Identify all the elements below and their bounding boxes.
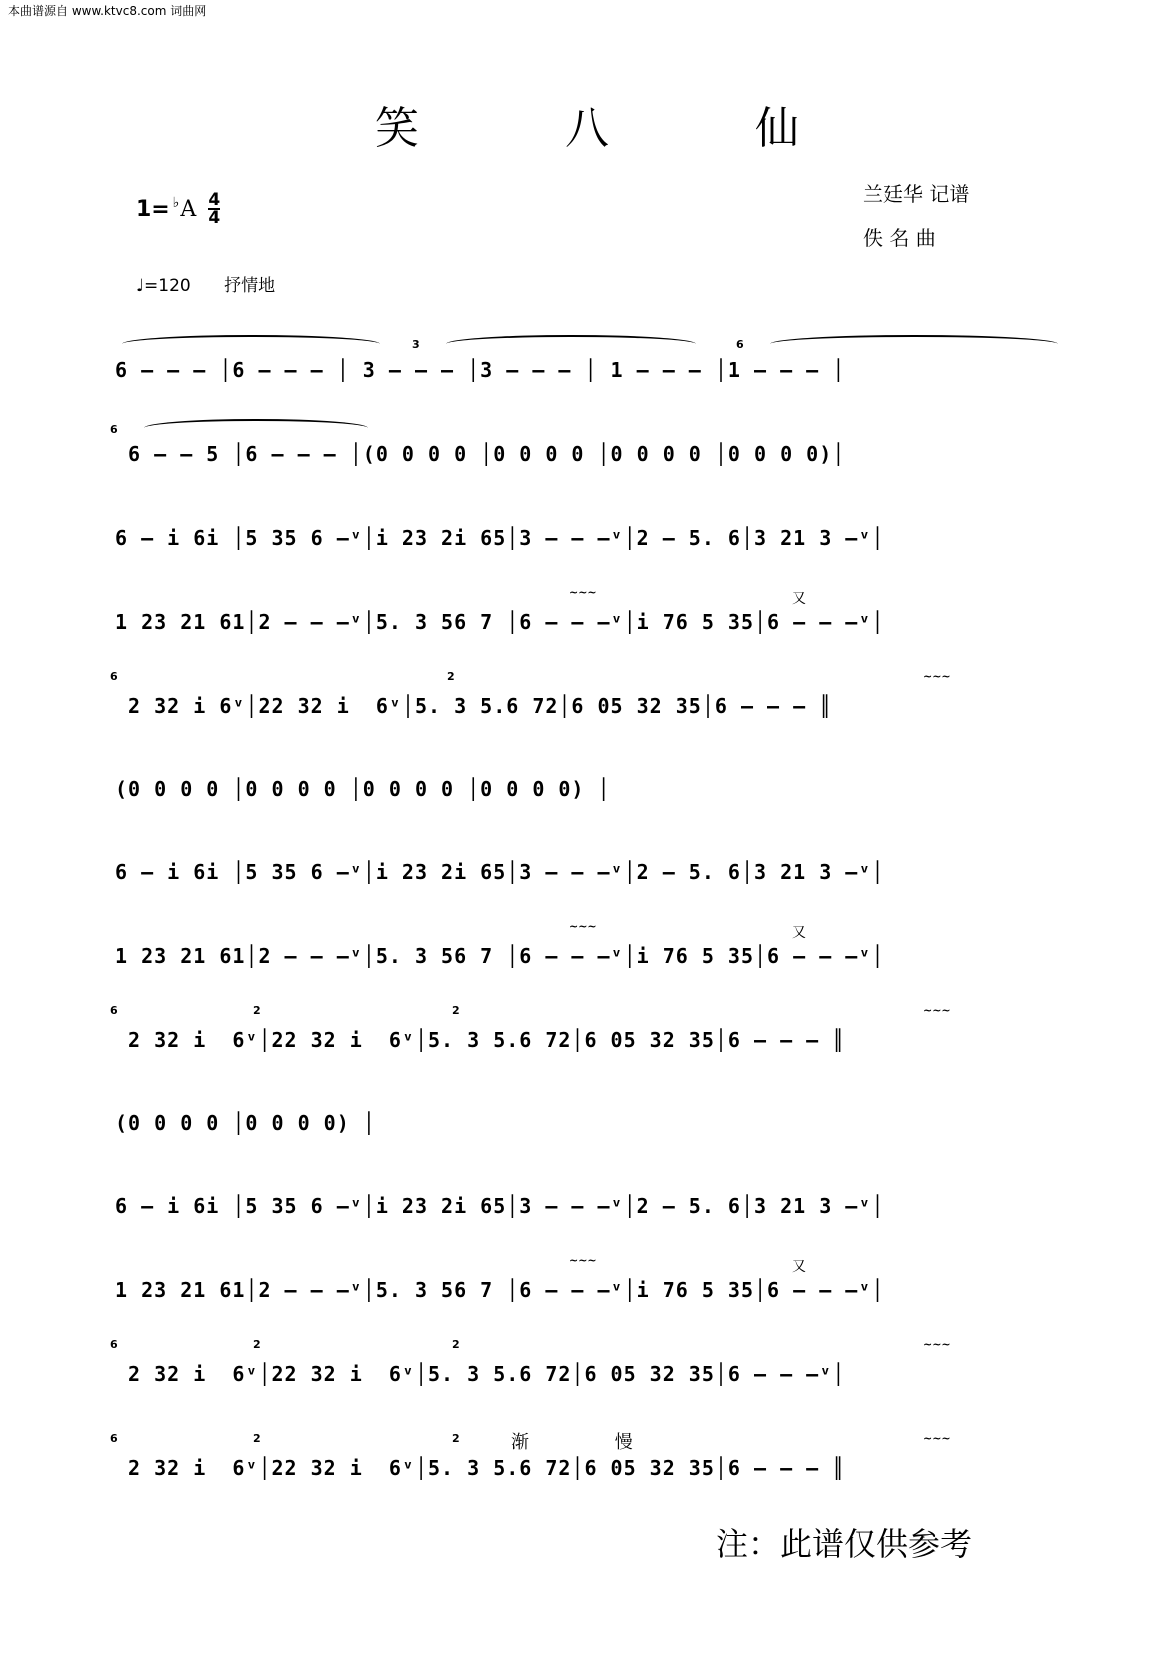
trill-mark: ~~~ (923, 670, 951, 683)
metronome-mark: ♩=120 (136, 276, 191, 296)
grace-note-6: 6 (110, 1432, 118, 1445)
grace-note-2: 2 (452, 1432, 460, 1445)
composer-credit: 佚 名 曲 (863, 226, 936, 250)
score-line-8: 1 23 21 61│2 – – –ᵛ│5. 3 56 7 │6 – – –ᵛ│i 76 5 35│6 – – –ᵛ│ (115, 944, 885, 968)
expression-mark: 抒情地 (224, 276, 276, 296)
key-one: 1= (136, 196, 170, 222)
grace-note-6: 6 (110, 670, 118, 683)
score-line-7: 6 – i 6i │5 35 6 –ᵛ│i 23 2i 65│3 – – –ᵛ│2 – 5. 6│3 21 3 –ᵛ│ (115, 860, 885, 884)
grace-note-2: 2 (447, 670, 455, 683)
time-signature (208, 192, 220, 226)
score-line-2: 6 – – 5 │6 – – – │(0 0 0 0 │0 0 0 0 │0 0 0 0 │0 0 0 0)│ (115, 442, 846, 466)
cross-mark: 又 (792, 925, 806, 941)
trill-mark: ~~~ (923, 1338, 951, 1351)
grace-note-2: 2 (452, 1004, 460, 1017)
grace-note-2: 2 (452, 1338, 460, 1351)
grace-note-2: 2 (253, 1004, 261, 1017)
arranger-credit: 兰廷华 记谱 (863, 182, 970, 206)
credits (863, 172, 969, 260)
score-line-9: 2 32 i 6ᵛ│22 32 i 6ᵛ│5. 3 5.6 72│6 05 32 35│6 – – – ║ (115, 1028, 846, 1052)
score-line-5: 2 32 i 6ᵛ│22 32 i 6ᵛ│5. 3 5.6 72│6 05 32 35│6 – – – ║ (115, 694, 833, 718)
tempo-change-mark: 渐 慢 (511, 1432, 673, 1453)
grace-note-2: 2 (253, 1432, 261, 1445)
score-line-6: (0 0 0 0 │0 0 0 0 │0 0 0 0 │0 0 0 0) │ (115, 777, 611, 801)
trill-mark: ~~~ (569, 920, 597, 933)
source-line: 本曲谱源自 www.ktvc8.com 词曲网 (8, 4, 207, 18)
score-line-12: 1 23 21 61│2 – – –ᵛ│5. 3 56 7 │6 – – –ᵛ│i 76 5 35│6 – – –ᵛ│ (115, 1278, 885, 1302)
grace-note-2: 2 (253, 1338, 261, 1351)
trill-mark: ~~~ (923, 1004, 951, 1017)
score-line-14: 2 32 i 6ᵛ│22 32 i 6ᵛ│5. 3 5.6 72│6 05 32 35│6 – – – ║ (115, 1456, 846, 1480)
score-line-13: 2 32 i 6ᵛ│22 32 i 6ᵛ│5. 3 5.6 72│6 05 32 35│6 – – –ᵛ│ (115, 1362, 846, 1386)
grace-note-6: 6 (110, 1338, 118, 1351)
score-line-3: 6 – i 6i │5 35 6 –ᵛ│i 23 2i 65│3 – – –ᵛ│2 – 5. 6│3 21 3 –ᵛ│ (115, 526, 885, 550)
trill-mark: ~~~ (569, 1254, 597, 1267)
cross-mark: 又 (792, 591, 806, 607)
time-bottom: 4 (208, 208, 221, 228)
key-signature (136, 192, 220, 226)
cross-mark: 又 (792, 1259, 806, 1275)
footnote: 注：此谱仅供参考 (716, 1525, 973, 1563)
flat-sign: ♭ (172, 195, 180, 211)
trill-mark: ~~~ (569, 586, 597, 599)
tempo-marking (136, 271, 303, 296)
song-title: 笑 八 仙 (375, 103, 865, 154)
score-line-10: (0 0 0 0 │0 0 0 0) │ (115, 1111, 376, 1135)
grace-note-6: 6 (110, 1004, 118, 1017)
score-line-11: 6 – i 6i │5 35 6 –ᵛ│i 23 2i 65│3 – – –ᵛ│2 – 5. 6│3 21 3 –ᵛ│ (115, 1194, 885, 1218)
trill-mark: ~~~ (923, 1432, 951, 1445)
grace-note-6: 6 (736, 338, 744, 351)
grace-note-6: 6 (110, 423, 118, 436)
time-top: 4 (208, 190, 221, 210)
score-line-4: 1 23 21 61│2 – – –ᵛ│5. 3 56 7 │6 – – –ᵛ│i 76 5 35│6 – – –ᵛ│ (115, 610, 885, 634)
key-letter: A (180, 196, 197, 222)
grace-note-3: 3 (412, 338, 420, 351)
score-line-1: 6 – – – │6 – – – │ 3 – – – │3 – – – │ 1 – – – │1 – – – │ (115, 358, 846, 382)
